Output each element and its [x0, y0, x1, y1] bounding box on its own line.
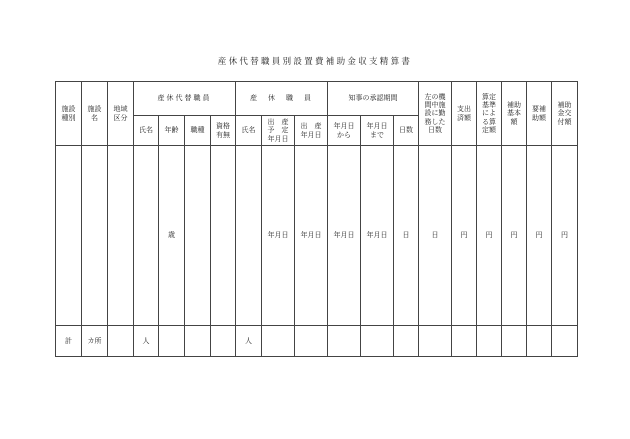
left-period-days-header: 左の機 間中施 設に勤 務した 日数 — [419, 82, 452, 146]
total-expenditure-cell[interactable] — [452, 326, 477, 357]
total-qual-cell[interactable] — [211, 326, 236, 357]
total-area-cell[interactable] — [108, 326, 134, 357]
total-birth-cell[interactable] — [295, 326, 328, 357]
total-to-cell[interactable] — [361, 326, 394, 357]
qualification-cell[interactable] — [211, 146, 236, 326]
name-header: 氏名 — [134, 116, 159, 146]
days-header: 日数 — [394, 116, 419, 146]
total-places-cell[interactable]: カ所 — [82, 326, 108, 357]
facility-type-cell[interactable] — [56, 146, 82, 326]
subsidy-base-header: 補助 基本 額 — [502, 82, 527, 146]
left-days-cell[interactable]: 日 — [419, 146, 452, 326]
facility-type-header: 施設 種別 — [56, 82, 82, 146]
total-left-days-cell[interactable] — [419, 326, 452, 357]
calc-base-header: 算定 基準 によ る算 定額 — [477, 82, 502, 146]
total-grant-cell[interactable] — [552, 326, 578, 357]
from-cell[interactable]: 年月日 — [328, 146, 361, 326]
name2-cell[interactable] — [236, 146, 262, 326]
area-class-cell[interactable] — [108, 146, 134, 326]
expenditure-header: 支出 済額 — [452, 82, 477, 146]
grant-amount-header: 補助 金交 付額 — [552, 82, 578, 146]
total-due-cell[interactable] — [262, 326, 295, 357]
document-title: 産休代替職員別設置費補助金収支精算書 — [217, 57, 413, 67]
name2-header: 氏名 — [236, 116, 262, 146]
total-from-cell[interactable] — [328, 326, 361, 357]
total-job-cell[interactable] — [185, 326, 211, 357]
required-subsidy-header: 要補 助額 — [527, 82, 552, 146]
facility-name-header: 施設 名 — [82, 82, 108, 146]
replacement-staff-header: 産休代替職員 — [134, 82, 236, 116]
age-cell[interactable]: 歳 — [159, 146, 185, 326]
total-row — [56, 326, 578, 357]
total-days-cell[interactable] — [394, 326, 419, 357]
qualification-header: 資格 有無 — [211, 116, 236, 146]
approval-period-header: 知事の承認期間 — [328, 82, 419, 116]
expenditure-cell[interactable]: 円 — [452, 146, 477, 326]
settlement-table — [55, 81, 578, 357]
maternity-staff-header: 産 休 職 員 — [236, 82, 328, 116]
subsidy-base-cell[interactable]: 円 — [502, 146, 527, 326]
total-subsidy-base-cell[interactable] — [502, 326, 527, 357]
job-type-header: 職種 — [185, 116, 211, 146]
grant-amount-cell[interactable]: 円 — [552, 146, 578, 326]
area-class-header: 地域 区分 — [108, 82, 134, 146]
name-cell[interactable] — [134, 146, 159, 326]
header-row-1 — [56, 82, 578, 116]
to-cell[interactable]: 年月日 — [361, 146, 394, 326]
from-header: 年月日 から — [328, 116, 361, 146]
due-date-header: 出 産 予 定 年月日 — [262, 116, 295, 146]
total-people1-cell[interactable]: 人 — [134, 326, 159, 357]
total-people2-cell[interactable]: 人 — [236, 326, 262, 357]
data-row — [56, 146, 578, 326]
birth-date-header: 出 産 年月日 — [295, 116, 328, 146]
days-cell[interactable]: 日 — [394, 146, 419, 326]
due-date-cell[interactable]: 年月日 — [262, 146, 295, 326]
age-header: 年齢 — [159, 116, 185, 146]
calc-base-cell[interactable]: 円 — [477, 146, 502, 326]
required-subsidy-cell[interactable]: 円 — [527, 146, 552, 326]
birth-date-cell[interactable]: 年月日 — [295, 146, 328, 326]
to-header: 年月日 まで — [361, 116, 394, 146]
total-age-cell[interactable] — [159, 326, 185, 357]
total-required-cell[interactable] — [527, 326, 552, 357]
total-calc-base-cell[interactable] — [477, 326, 502, 357]
total-label: 計 — [56, 326, 82, 357]
facility-name-cell[interactable] — [82, 146, 108, 326]
job-type-cell[interactable] — [185, 146, 211, 326]
